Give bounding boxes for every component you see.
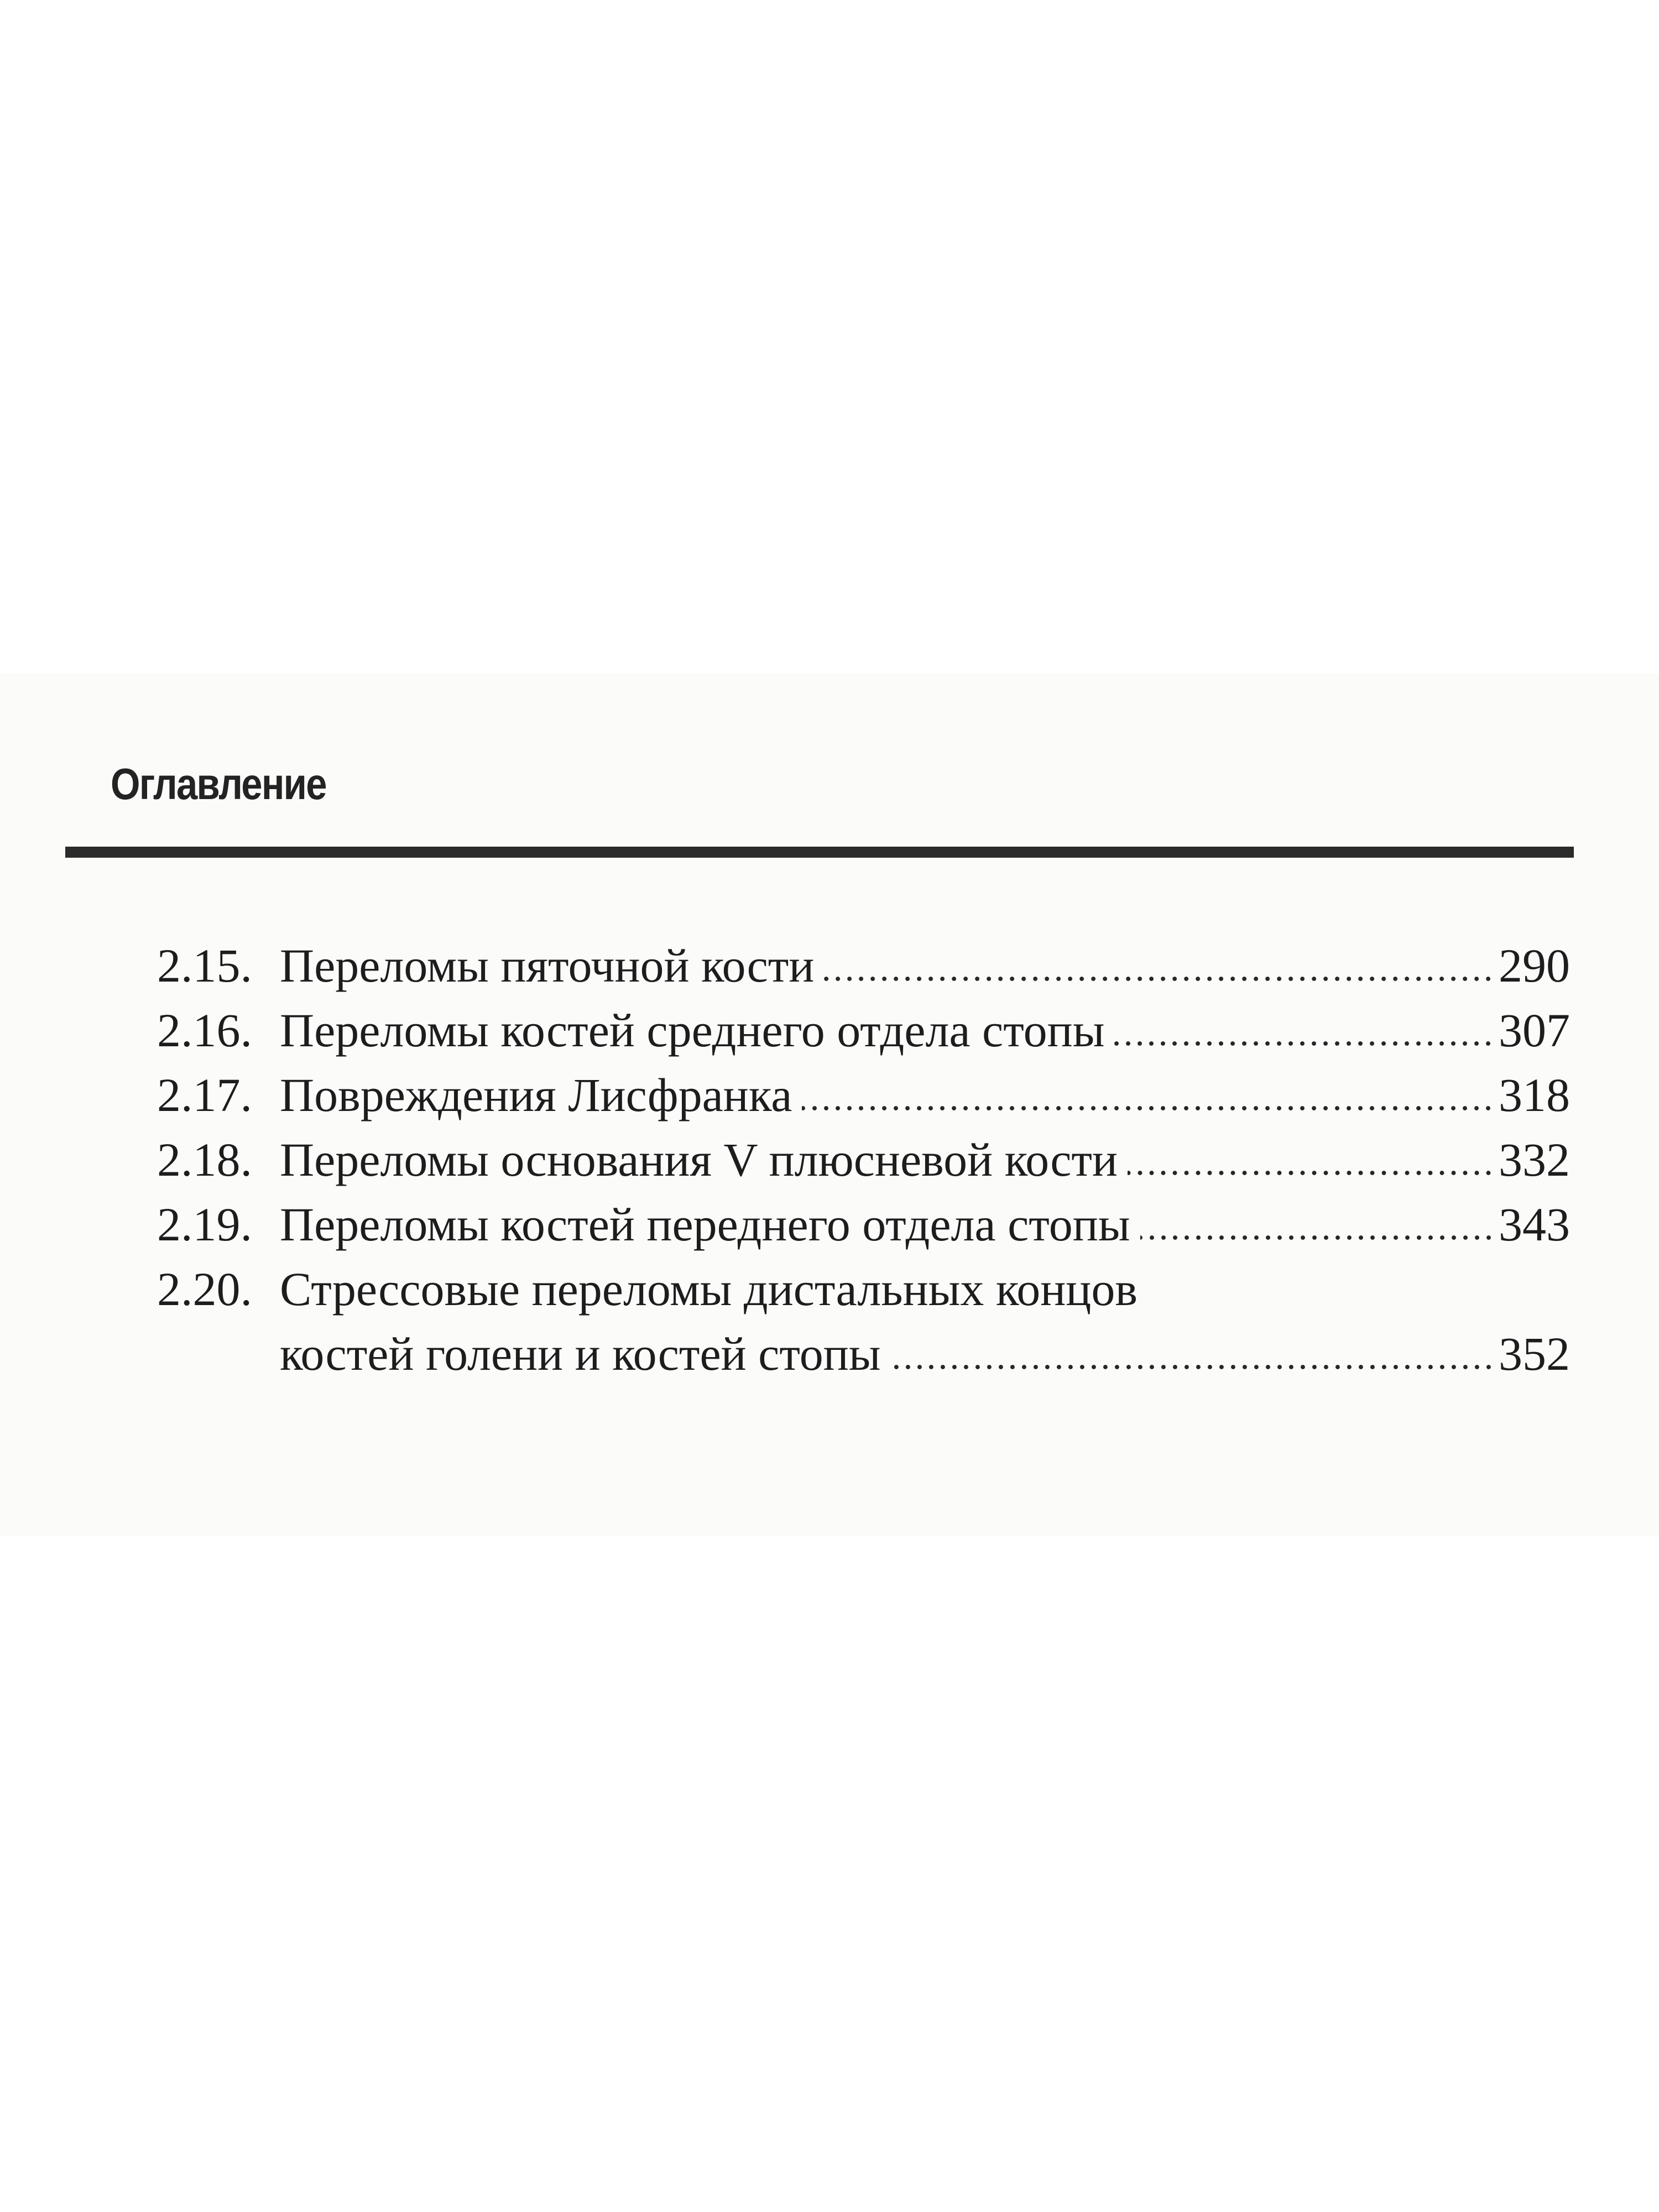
title-divider: [65, 847, 1574, 858]
toc-entry[interactable]: [157, 933, 1570, 998]
dot-leader: [1140, 1235, 1494, 1240]
page-title: Оглавление: [111, 759, 326, 808]
toc-entry-page: 290: [1499, 939, 1570, 992]
toc-entry-title-continued: костей голени и костей стопы: [280, 1327, 881, 1380]
toc-entry-number: 2.18.: [157, 1133, 252, 1186]
dot-leader: [1128, 1170, 1494, 1176]
toc-entry-title: Повреждения Лисфранка: [280, 1068, 792, 1121]
toc-entry-page: 307: [1499, 1004, 1570, 1057]
toc-entry-page: 343: [1499, 1198, 1570, 1251]
toc-entry-title: Стрессовые переломы дистальных концов: [280, 1262, 1138, 1316]
toc-entry-title: Переломы костей переднего отдела стопы: [280, 1198, 1130, 1251]
toc-entry[interactable]: [157, 1063, 1570, 1128]
toc-entry-number: 2.17.: [157, 1068, 252, 1121]
toc-entry-title: Переломы основания V плюсневой кости: [280, 1133, 1118, 1186]
table-of-contents: [157, 933, 1570, 1386]
toc-entry-number: 2.15.: [157, 939, 252, 992]
toc-entry[interactable]: [157, 1128, 1570, 1192]
dot-leader: [891, 1364, 1494, 1370]
dot-leader: [1114, 1041, 1494, 1046]
dot-leader: [802, 1105, 1494, 1111]
toc-entry-page: 318: [1499, 1068, 1570, 1121]
toc-entry-number: 2.16.: [157, 1004, 252, 1057]
toc-entry-title: Переломы костей среднего отдела стопы: [280, 1004, 1105, 1057]
toc-entry-number: 2.19.: [157, 1198, 252, 1251]
toc-entry-page: 332: [1499, 1133, 1570, 1186]
toc-entry-number: 2.20.: [157, 1262, 252, 1316]
dot-leader: [824, 976, 1494, 982]
toc-entry[interactable]: [157, 998, 1570, 1063]
toc-entry[interactable]: [157, 1192, 1570, 1257]
toc-entry[interactable]: [157, 1257, 1570, 1386]
toc-entry-page: 352: [1499, 1327, 1570, 1380]
toc-entry-title: Переломы пяточной кости: [280, 939, 815, 992]
